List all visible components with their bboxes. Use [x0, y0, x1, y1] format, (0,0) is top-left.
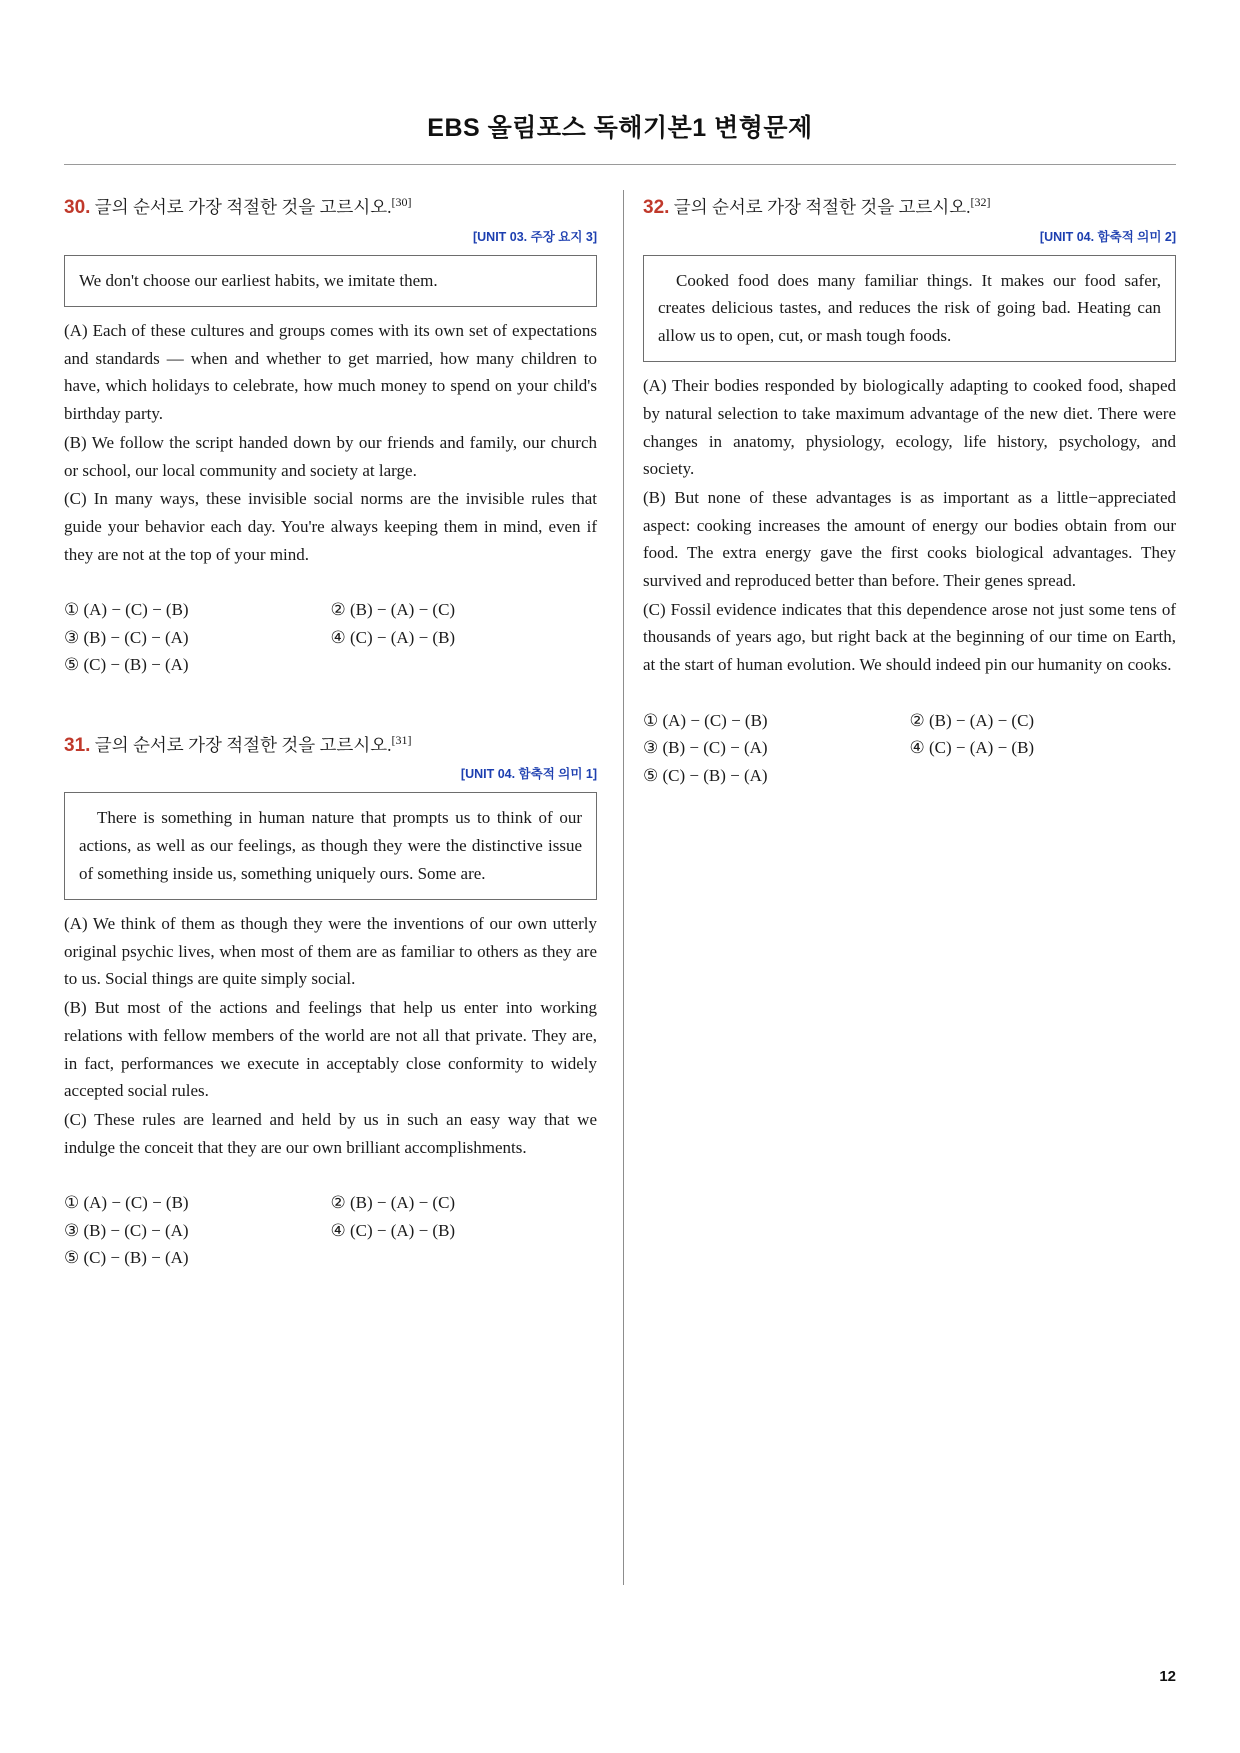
question-31-prompt: 글의 순서로 가장 적절한 것을 고르시오. [94, 734, 392, 755]
question-31-choice-4[interactable]: ④ (C) − (A) − (B) [330, 1220, 456, 1240]
choice-spacer [910, 762, 1177, 790]
question-31-sup: [31] [391, 732, 412, 747]
question-32-heading [643, 195, 1176, 221]
question-30-passage-box [64, 255, 597, 308]
question-31-heading [64, 733, 597, 759]
question-32-number: 32. [643, 196, 670, 218]
page-title: EBS 올림포스 독해기본1 변형문제 [427, 114, 813, 142]
choice-row [64, 1189, 597, 1217]
question-30-para-a: (A) Each of these cultures and groups comes with its own set of expectations and standards — when and whether to get married, how many children to have, which holidays to celebrate, how much money to spend on your child's birthday party. [64, 321, 597, 424]
question-31-para-a: (A) We think of them as though they were the inventions of our own utterly original psychic lives, when most of them are as familiar to others as they are to us. Social things are quite simply social. [64, 914, 597, 989]
left-column [64, 195, 597, 1272]
question-32-choices [643, 707, 1176, 790]
choice-row [64, 624, 597, 652]
question-31-choice-2[interactable]: ② (B) − (A) − (C) [330, 1193, 456, 1213]
question-32-para-b: (B) But none of these advantages is as important as a little−appreciated aspect: cooking increases the amount of energy our bodies obtain from our food. The extra energy gave the first cooks biological advantages. They survived and reproduced better than before. Their genes spread. [643, 487, 1176, 591]
question-31-para-b: (B) But most of the actions and feelings that help us enter into working relations with fellow members of the world are not all that private. They are, in fact, performances we execute in acceptably close conformity to widely accepted social rules. [64, 998, 597, 1101]
question-32-prompt: 글의 순서로 가장 적절한 것을 고르시오. [673, 196, 971, 217]
question-30-prompt: 글의 순서로 가장 적절한 것을 고르시오. [94, 196, 392, 217]
question-30-number: 30. [64, 196, 91, 218]
page-number: 12 [1159, 1668, 1176, 1685]
question-32-choice-4[interactable]: ④ (C) − (A) − (B) [909, 738, 1035, 758]
question-30-passage-text: We don't choose our earliest habits, we imitate them. [79, 270, 438, 290]
choice-row [64, 1217, 597, 1245]
choice-spacer [331, 651, 598, 679]
choice-row [64, 651, 597, 679]
question-31-choices [64, 1189, 597, 1272]
question-32-choice-2[interactable]: ② (B) − (A) − (C) [909, 710, 1035, 730]
question-31-number: 31. [64, 734, 91, 756]
question-32-passage-text: Cooked food does many familiar things. It makes our food safer, creates delicious tastes, and reduces the risk of going bad. Heating can allow us to open, cut, or mash tough foods. [658, 270, 1161, 345]
question-30-sup: [30] [391, 195, 412, 209]
question-32-sup: [32] [970, 195, 991, 209]
question-32-choice-5[interactable]: ⑤ (C) − (B) − (A) [643, 765, 768, 785]
choice-row [64, 596, 597, 624]
question-30-choice-3[interactable]: ③ (B) − (C) − (A) [64, 627, 189, 647]
question-31-passage-box [64, 792, 597, 900]
question-32-choice-3[interactable]: ③ (B) − (C) − (A) [643, 738, 768, 758]
question-31 [64, 733, 597, 1272]
question-31-choice-3[interactable]: ③ (B) − (C) − (A) [64, 1220, 189, 1240]
question-30-choice-2[interactable]: ② (B) − (A) − (C) [330, 600, 456, 620]
question-30-para-b: (B) We follow the script handed down by our friends and family, our church or school, our local community and society at large. [64, 432, 597, 480]
question-31-choice-1[interactable]: ① (A) − (C) − (B) [64, 1193, 189, 1213]
right-column [643, 195, 1176, 1272]
choice-row [643, 734, 1176, 762]
question-30-choice-5[interactable]: ⑤ (C) − (B) − (A) [64, 655, 189, 675]
choice-spacer [331, 1244, 598, 1272]
question-32-passage-box [643, 255, 1176, 363]
question-32-choice-1[interactable]: ① (A) − (C) − (B) [643, 710, 768, 730]
question-32-unit-tag: [UNIT 04. 함축적 의미 2] [1039, 229, 1176, 244]
question-spacer [64, 679, 597, 733]
choice-row [643, 762, 1176, 790]
title-divider [64, 164, 1176, 165]
question-31-unit-tag: [UNIT 04. 함축적 의미 1] [460, 767, 597, 782]
question-31-passage-text: There is something in human nature that prompts us to think of our actions, as well as our feelings, as though they were the distinctive issue of something inside us, something uniquely ours. Some are. [79, 808, 582, 883]
question-30 [64, 195, 597, 679]
question-30-choice-4[interactable]: ④ (C) − (A) − (B) [330, 627, 456, 647]
question-30-choice-1[interactable]: ① (A) − (C) − (B) [64, 600, 189, 620]
question-32-para-a: (A) Their bodies responded by biologically adapting to cooked food, shaped by natural selection to take maximum advantage of the new diet. There were changes in anatomy, physiology, ecology, life history, psychology, and society. [643, 376, 1176, 479]
content-columns [64, 195, 1176, 1272]
choice-row [64, 1244, 597, 1272]
choice-row [643, 707, 1176, 735]
question-32-para-c: (C) Fossil evidence indicates that this dependence arose not just some tens of thousands of years ago, but right back at the beginning of our time on Earth, at the start of human evolution. We should indeed pin our humanity on cooks. [643, 599, 1176, 675]
question-30-choices [64, 596, 597, 679]
question-30-para-c: (C) In many ways, these invisible social norms are the invisible rules that guide your behavior each day. You're always keeping them in mind, even if they are not at the top of your mind. [64, 489, 597, 564]
question-31-choice-5[interactable]: ⑤ (C) − (B) − (A) [64, 1248, 189, 1268]
question-30-heading [64, 195, 597, 221]
question-30-unit-tag: [UNIT 03. 주장 요지 3] [472, 229, 597, 244]
question-31-para-c: (C) These rules are learned and held by us in such an easy way that we indulge the conceit that they are our own brilliant accomplishments. [64, 1110, 597, 1157]
question-32 [643, 195, 1176, 789]
